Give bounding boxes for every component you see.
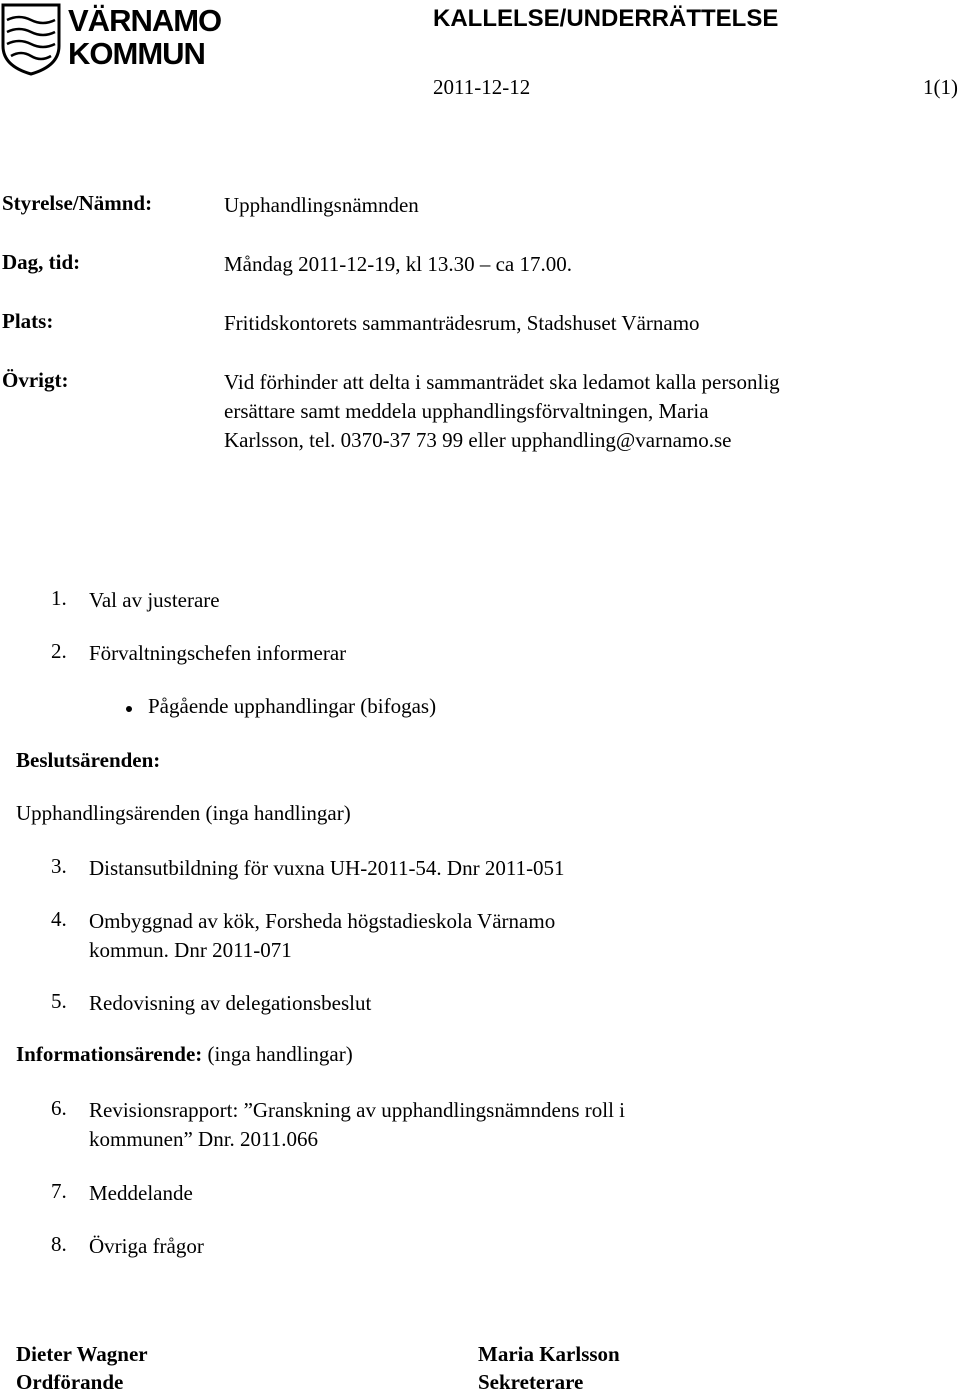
agenda-item: Redovisning av delegationsbeslut	[89, 991, 372, 1015]
board-value: Upphandlingsnämnden	[224, 193, 419, 217]
agenda-item: Revisionsrapport: ”Granskning av upphandlingsnämndens roll i	[89, 1098, 626, 1122]
agenda-number: 2.	[51, 639, 67, 663]
decisions-heading: Beslutsärenden:	[16, 748, 161, 772]
agenda-number: 6.	[51, 1096, 67, 1120]
agenda-item-continued: kommun. Dnr 2011-071	[89, 938, 292, 962]
agenda-item: Val av justerare	[89, 588, 220, 612]
info-heading-label: Informationsärende:	[16, 1042, 203, 1066]
other-line: Karlsson, tel. 0370-37 73 99 eller upphandling@varnamo.se	[224, 428, 732, 452]
bullet-icon	[126, 706, 132, 712]
agenda-subitem: Pågående upphandlingar (bifogas)	[148, 694, 437, 718]
municipality-logo	[0, 2, 250, 76]
agenda-number: 5.	[51, 989, 67, 1013]
chair-name: Dieter Wagner	[16, 1342, 148, 1366]
agenda-item: Meddelande	[89, 1181, 193, 1205]
agenda-number: 7.	[51, 1179, 67, 1203]
procurement-heading: Upphandlingsärenden (inga handlingar)	[16, 801, 351, 825]
place-value: Fritidskontorets sammanträdesrum, Stadshuset Värnamo	[224, 311, 700, 335]
document-type: KALLELSE/UNDERRÄTTELSE	[433, 5, 779, 32]
info-heading-note: (inga handlingar)	[202, 1042, 353, 1066]
secretary-name: Maria Karlsson	[478, 1342, 620, 1366]
page-number: 1(1)	[923, 75, 958, 99]
info-heading	[16, 1042, 353, 1067]
agenda-number: 4.	[51, 907, 67, 931]
other-line: ersättare samt meddela upphandlingsförvaltningen, Maria	[224, 399, 709, 423]
chair-role: Ordförande	[16, 1370, 124, 1394]
day-label: Dag, tid:	[2, 250, 81, 274]
agenda-item: Förvaltningschefen informerar	[89, 641, 347, 665]
agenda-item-continued: kommunen” Dnr. 2011.066	[89, 1127, 319, 1151]
agenda-item: Distansutbildning för vuxna UH-2011-54. Dnr 2011-051	[89, 856, 565, 880]
agenda-item: Ombyggnad av kök, Forsheda högstadieskola Värnamo	[89, 909, 556, 933]
document-date: 2011-12-12	[433, 75, 531, 99]
coat-of-arms-icon	[0, 2, 62, 76]
agenda-number: 1.	[51, 586, 67, 610]
secretary-role: Sekreterare	[478, 1370, 584, 1394]
board-label: Styrelse/Nämnd:	[2, 191, 153, 215]
other-line: Vid förhinder att delta i sammanträdet ska ledamot kalla personlig	[224, 370, 780, 394]
logo-wordmark: VÄRNAMO KOMMUN	[68, 3, 222, 71]
agenda-number: 3.	[51, 854, 67, 878]
agenda-number: 8.	[51, 1232, 67, 1256]
agenda-item: Övriga frågor	[89, 1234, 204, 1258]
place-label: Plats:	[2, 309, 54, 333]
day-value: Måndag 2011-12-19, kl 13.30 – ca 17.00.	[224, 252, 572, 276]
other-label: Övrigt:	[2, 368, 69, 392]
